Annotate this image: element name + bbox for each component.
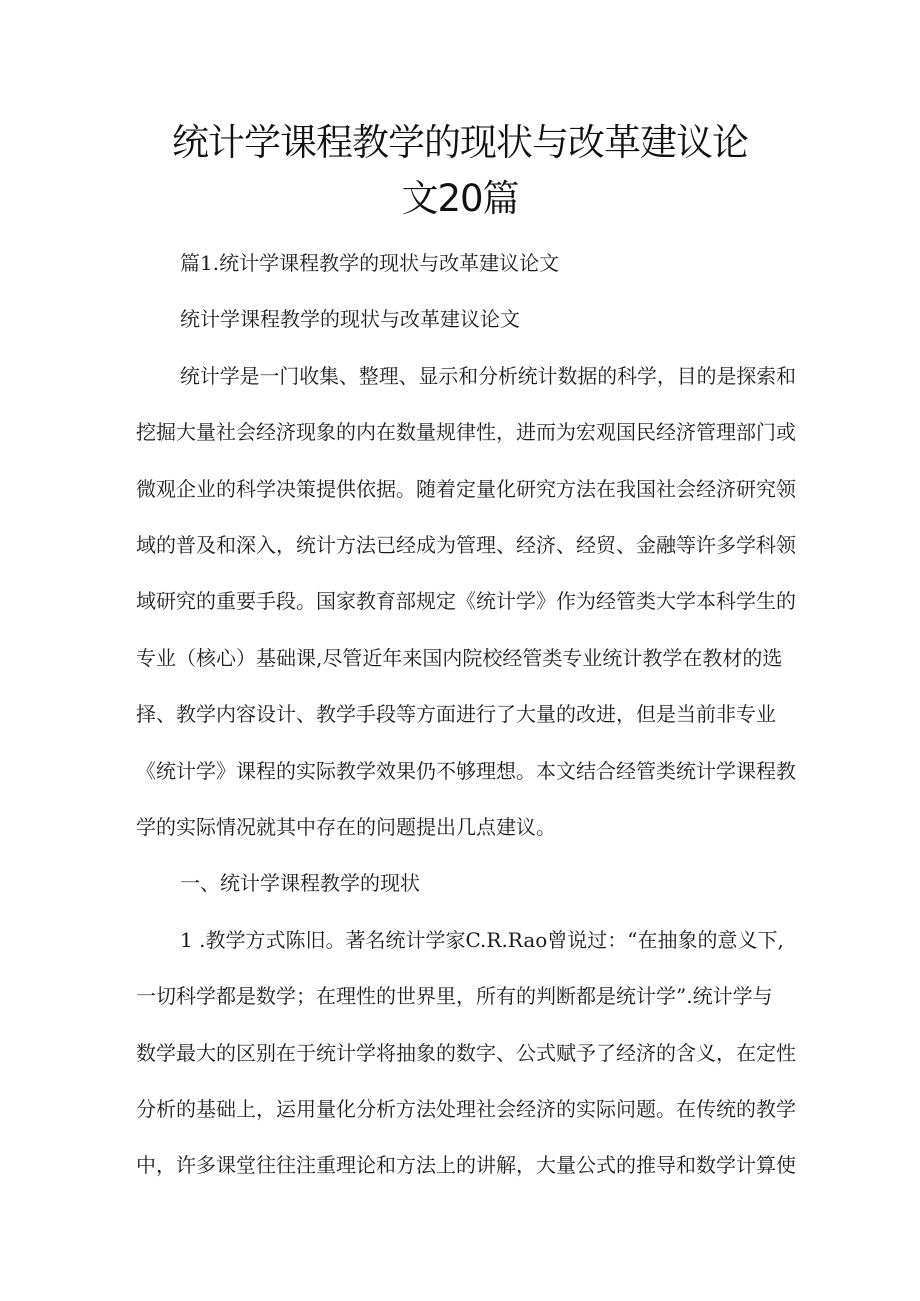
- paragraph-2-line: 中，许多课堂往往注重理论和方法上的讲解，大量公式的推导和数学计算使: [136, 1153, 796, 1177]
- paragraph-2-line: 一切科学都是数学；在理性的世界里，所有的判断都是统计学”.统计学与: [136, 984, 773, 1008]
- paragraph-1-line: 挖掘大量社会经济现象的内在数量规律性，进而为宏观国民经济管理部门或: [136, 420, 796, 444]
- paragraph-1-line: 择、教学内容设计、教学手段等方面进行了大量的改进，但是当前非专业: [136, 702, 776, 726]
- section-heading: 篇1.统计学课程教学的现状与改革建议论文: [180, 251, 560, 275]
- paragraph-1-line: 专业（核心）基础课,尽管近年来国内院校经管类专业统计教学在教材的选: [136, 646, 783, 670]
- paragraph-1-line: 微观企业的科学决策提供依据。随着定量化研究方法在我国社会经济研究领: [136, 477, 796, 501]
- paragraph-2-line: 分析的基础上，运用量化分析方法处理社会经济的实际问题。在传统的教学: [136, 1097, 796, 1121]
- paragraph-2-line: 数学最大的区别在于统计学将抽象的数字、公式赋予了经济的含义，在定性: [136, 1041, 796, 1065]
- paragraph-1-line: 学的实际情况就其中存在的问题提出几点建议。: [136, 815, 556, 839]
- subheading: 一、统计学课程教学的现状: [180, 871, 420, 895]
- article-title: 统计学课程教学的现状与改革建议论文: [180, 307, 520, 331]
- paragraph-1-line: 《统计学》课程的实际教学效果仍不够理想。本文结合经管类统计学课程教: [136, 759, 796, 783]
- paragraph-2-line: 1 .教学方式陈旧。著名统计学家C.R.Rao曾说过：“在抽象的意义下,: [180, 928, 784, 952]
- document-title-line-1: 统计学课程教学的现状与改革建议论: [172, 121, 748, 164]
- paragraph-1-line: 统计学是一门收集、整理、显示和分析统计数据的科学，目的是探索和: [180, 364, 796, 388]
- document-title-line-2: 文20篇: [401, 177, 519, 220]
- paragraph-1-line: 域的普及和深入，统计方法已经成为管理、经济、经贸、金融等许多学科领: [136, 533, 796, 557]
- paragraph-1-line: 域研究的重要手段。国家教育部规定《统计学》作为经管类大学本科学生的: [136, 589, 796, 613]
